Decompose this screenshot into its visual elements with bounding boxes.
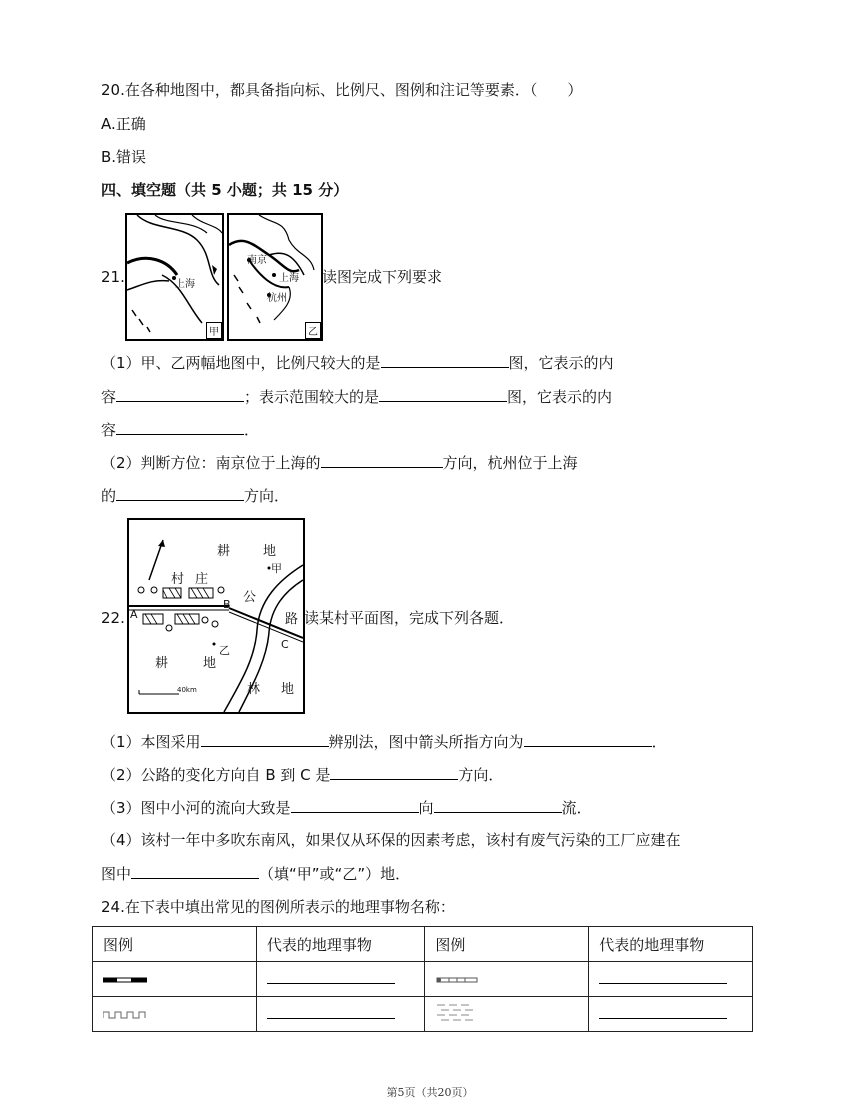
answer-blank[interactable] [131, 863, 259, 879]
q20-option-a: A.正确 [101, 115, 146, 133]
marsh-symbol-icon [425, 997, 589, 1032]
answer-blank[interactable] [201, 731, 329, 747]
q21-map-yi [227, 213, 323, 341]
boundary-symbol-icon [425, 962, 589, 997]
q22-s3-text-a: （3）图中小河的流向大致是 [101, 799, 291, 817]
map-label-lin: 林 [247, 682, 261, 697]
railway-symbol-icon [93, 962, 257, 997]
map-yi-tag: 乙 [305, 322, 321, 339]
answer-blank[interactable] [321, 452, 443, 468]
answer-cell[interactable] [256, 962, 425, 997]
map-yi-city-shanghai: 上海 [279, 273, 299, 284]
q22-sub4-line2 [101, 863, 410, 884]
header-legend-1: 图例 [93, 927, 257, 962]
north-arrow-icon [158, 540, 165, 547]
answer-cell[interactable] [589, 962, 753, 997]
table-header-row [93, 927, 753, 962]
map-label-yi: 乙 [219, 644, 230, 657]
map-label-di3: 地 [281, 682, 295, 697]
map-yi-city-hangzhou: 杭州 [267, 293, 287, 304]
map-scale-label: 40km [177, 686, 197, 694]
legend-table [92, 926, 753, 1032]
map-yi-drawing [229, 215, 321, 339]
answer-cell[interactable] [589, 997, 753, 1032]
q22-s2-text-a: （2）公路的变化方向自 B 到 C 是 [101, 766, 331, 784]
answer-blank[interactable] [291, 797, 419, 813]
q24-stem: 24.在下表中填出常见的图例所表示的地理事物名称： [101, 898, 455, 916]
answer-blank[interactable] [116, 419, 244, 435]
q22-s1-text-c: ． [651, 733, 667, 751]
answer-blank[interactable] [330, 764, 458, 780]
answer-cell[interactable] [256, 997, 425, 1032]
page-footer: 第5页（共20页） [386, 1086, 474, 1099]
map-jia-city-label: 上海 [175, 279, 195, 290]
map-label-b: B [223, 598, 231, 611]
map-yi-city-nanjing: 南京 [247, 255, 267, 266]
q21-s1-text-c: 容 [101, 388, 117, 406]
q21-s1-text-b: 图，它表示的内 [508, 354, 614, 372]
q21-s1-text-e: 图，它表示的内 [507, 388, 613, 406]
q22-s4-text-c: （填“甲”或“乙”）地． [259, 865, 411, 883]
q22-sub3 [101, 797, 592, 818]
map-label-lu: 路 [285, 612, 299, 627]
q21-s2-text-a: （2）判断方位：南京位于上海的 [101, 454, 321, 472]
q22-s1-text-a: （1）本图采用 [101, 733, 201, 751]
answer-blank[interactable] [524, 731, 652, 747]
map-label-a: A [130, 608, 138, 621]
q22-sub4-line1: （4）该村一年中多吹东南风，如果仅从环保的因素考虑，该村有废气污染的工厂应建在 [101, 831, 681, 849]
q22-s3-text-b: 向 [418, 799, 434, 817]
q21-sub2-line2 [101, 485, 289, 506]
q21-s1-text-d: ；表示范围较大的是 [244, 388, 380, 406]
q22-s4-text-b: 图中 [101, 865, 132, 883]
q21-prompt: 读图完成下列要求 [322, 268, 443, 286]
village-map-drawing [129, 520, 303, 712]
table-row [93, 962, 753, 997]
q21-number: 21. [101, 268, 125, 286]
q22-s2-text-b: 方向． [458, 766, 504, 784]
q21-s1-text-a: （1）甲、乙两幅地图中，比例尺较大的是 [101, 354, 381, 372]
q20-stem: 20.在各种地图中，都具备指向标、比例尺、图例和注记等要素．（ ） [101, 81, 583, 99]
q21-sub2-line1 [101, 452, 578, 473]
q21-s2-text-c: 的 [101, 487, 117, 505]
section-title: 四、填空题（共 5 小题；共 15 分） [101, 181, 349, 199]
q21-sub1-line3 [101, 419, 259, 440]
header-feature-2: 代表的地理事物 [589, 927, 753, 962]
q21-s2-text-d: 方向． [244, 487, 290, 505]
q21-sub1-line1 [101, 352, 614, 373]
q21-map-jia [125, 213, 224, 341]
map-label-gong: 公 [243, 590, 257, 605]
q20-option-b: B.错误 [101, 148, 147, 166]
q21-s1-text-f: 容 [101, 421, 117, 439]
table-row [93, 997, 753, 1032]
map-label-di2: 地 [203, 656, 217, 671]
wall-symbol-icon [93, 997, 257, 1032]
q22-s3-text-c: 流． [561, 799, 592, 817]
answer-blank[interactable] [116, 386, 244, 402]
q21-sub1-line2 [101, 386, 612, 407]
answer-blank[interactable] [379, 386, 507, 402]
map-label-geng1: 耕 [217, 544, 231, 559]
map-label-geng2: 耕 [155, 656, 169, 671]
answer-blank[interactable] [116, 485, 244, 501]
q22-sub2 [101, 764, 503, 785]
answer-blank[interactable] [434, 797, 562, 813]
map-label-c: C [281, 638, 289, 651]
q22-prompt: 读某村平面图，完成下列各题． [304, 609, 515, 627]
q22-sub1 [101, 731, 667, 752]
q22-village-map [127, 518, 305, 714]
map-label-zhuang: 庄 [195, 572, 209, 587]
map-jia-tag: 甲 [206, 322, 222, 339]
q22-s1-text-b: 辨别法，图中箭头所指方向为 [328, 733, 524, 751]
header-legend-2: 图例 [425, 927, 589, 962]
header-feature-1: 代表的地理事物 [256, 927, 425, 962]
answer-blank[interactable] [381, 352, 509, 368]
map-label-cun: 村 [171, 572, 185, 587]
map-label-di1: 地 [263, 544, 277, 559]
q21-s2-text-b: 方向，杭州位于上海 [442, 454, 578, 472]
q21-s1-text-g: ． [244, 421, 260, 439]
map-label-jia: 甲 [271, 562, 282, 575]
q22-number: 22. [101, 609, 125, 627]
